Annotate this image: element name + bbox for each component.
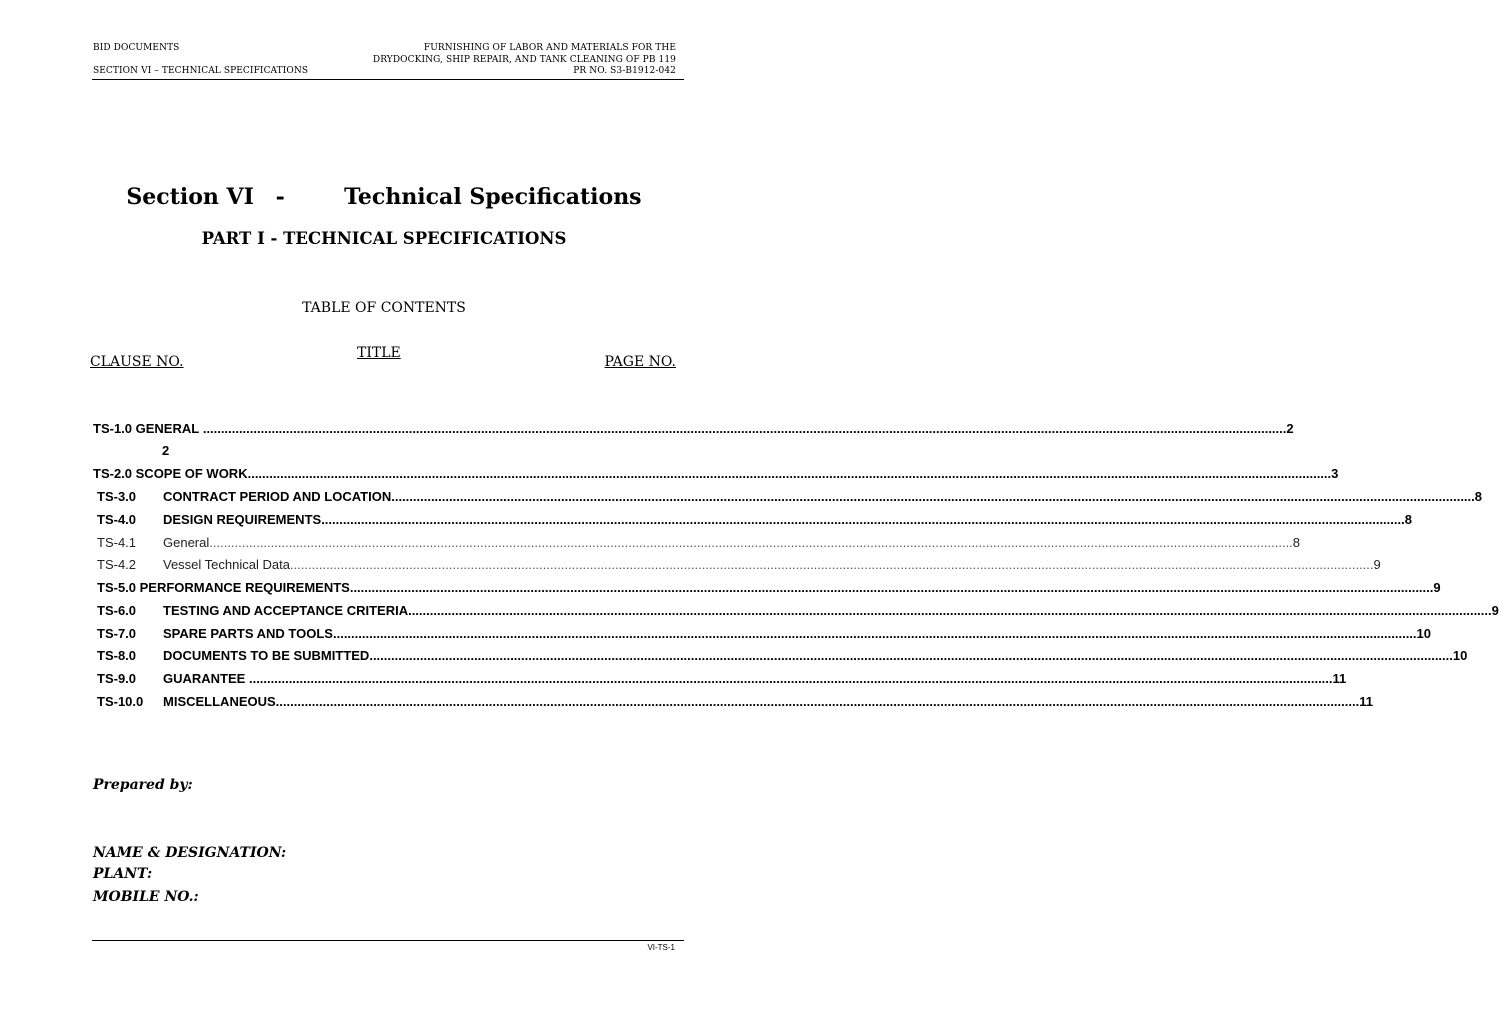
toc-entry[interactable] bbox=[93, 512, 1412, 530]
toc-entry-number: TS-7.0 bbox=[97, 626, 137, 641]
toc-entry-page: 9 bbox=[1373, 557, 1381, 572]
toc-leader-dots: ............................................................................................................................................................................................................................................................................................................ bbox=[248, 671, 1333, 686]
toc-entry-number: TS-4.0 bbox=[97, 512, 137, 527]
toc-entry-page: 8 bbox=[1292, 535, 1301, 550]
title-header: TITLE bbox=[357, 345, 401, 361]
toc-leader-dots: ............................................................................................................................................................................................................................................................................................................ bbox=[321, 512, 1405, 527]
toc-entry-title: SPARE PARTS AND TOOLS bbox=[163, 626, 333, 641]
title-dash: - bbox=[275, 184, 285, 210]
name-designation-label: NAME & DESIGNATION: bbox=[93, 845, 287, 861]
toc-entry-title: GENERAL bbox=[135, 421, 200, 436]
toc-entry-number: TS-1.0 bbox=[93, 421, 133, 436]
toc-entry-page: 9 bbox=[1491, 603, 1499, 618]
toc-entry-page: 3 bbox=[1331, 466, 1339, 481]
toc-entry-title: CONTRACT PERIOD AND LOCATION bbox=[163, 489, 392, 504]
toc-entry[interactable] bbox=[93, 694, 1373, 712]
toc-entry[interactable] bbox=[93, 671, 1347, 689]
toc-leader-dots: ............................................................................................................................................................................................................................................................................................................ bbox=[332, 626, 1417, 641]
toc-entry-page: 2 bbox=[1286, 421, 1294, 436]
toc-entry-page: 8 bbox=[1474, 489, 1482, 504]
toc-entry[interactable] bbox=[93, 535, 1301, 553]
header-right-line1: FURNISHING OF LABOR AND MATERIALS FOR THE bbox=[423, 43, 676, 53]
header-left-line2: SECTION VI – TECHNICAL SPECIFICATIONS bbox=[93, 66, 309, 76]
toc-entry-number: TS-4.2 bbox=[97, 557, 137, 572]
toc-leader-dots: ............................................................................................................................................................................................................................................................................................................ bbox=[209, 535, 1293, 550]
footer-divider bbox=[92, 940, 684, 941]
document-title bbox=[0, 184, 768, 210]
toc-entry-page: 11 bbox=[1332, 671, 1347, 686]
toc-entry-number: TS-3.0 bbox=[97, 489, 137, 504]
toc-entry-title: DOCUMENTS TO BE SUBMITTED bbox=[163, 648, 370, 663]
toc-entry-page: 10 bbox=[1452, 648, 1468, 663]
title-name: Technical Specifications bbox=[344, 184, 642, 210]
toc-entry-title: TESTING AND ACCEPTANCE CRITERIA bbox=[163, 603, 409, 618]
header-divider bbox=[92, 79, 684, 80]
toc-leader-dots: ............................................................................................................................................................................................................................................................................................................ bbox=[408, 603, 1492, 618]
footer-page-id: VI-TS-1 bbox=[647, 943, 675, 952]
toc-entry-title: PERFORMANCE REQUIREMENTS bbox=[139, 580, 350, 595]
toc-entry-number: TS-4.1 bbox=[97, 535, 137, 550]
toc-leader-dots: ............................................................................................................................................................................................................................................................................................................ bbox=[289, 557, 1374, 572]
toc-entry-title: MISCELLANEOUS bbox=[163, 694, 276, 709]
toc-entry[interactable] bbox=[93, 626, 1431, 644]
toc-entry[interactable] bbox=[93, 421, 1294, 439]
mobile-no-label: MOBILE NO.: bbox=[93, 889, 199, 905]
prepared-by-label: Prepared by: bbox=[93, 777, 193, 793]
toc-entry-number: TS-8.0 bbox=[97, 648, 137, 663]
toc-entry-page: 11 bbox=[1359, 694, 1373, 709]
part-title: PART I - TECHNICAL SPECIFICATIONS bbox=[201, 229, 567, 248]
toc-entry-page: 8 bbox=[1404, 512, 1412, 527]
toc-entry-page: 9 bbox=[1433, 580, 1441, 595]
toc-entry-title: DESIGN REQUIREMENTS bbox=[163, 512, 322, 527]
page-no-header: PAGE NO. bbox=[604, 354, 676, 370]
toc-stray-number: 2 bbox=[162, 443, 170, 458]
toc-entry[interactable] bbox=[93, 580, 1441, 598]
toc-leader-dots: ............................................................................................................................................................................................................................................................................................................ bbox=[247, 466, 1332, 481]
toc-entry-number: TS-5.0 bbox=[97, 580, 137, 595]
toc-entry-page: 10 bbox=[1416, 626, 1431, 641]
toc-entry[interactable] bbox=[93, 557, 1381, 575]
plant-label: PLANT: bbox=[93, 866, 153, 882]
toc-entry[interactable] bbox=[93, 648, 1468, 666]
toc-entry[interactable] bbox=[93, 603, 1499, 621]
header-right-line2: DRYDOCKING, SHIP REPAIR, AND TANK CLEANING OF PB 119 bbox=[372, 55, 676, 65]
toc-entry[interactable] bbox=[93, 466, 1339, 484]
toc-heading: TABLE OF CONTENTS bbox=[302, 300, 466, 316]
title-section: Section VI bbox=[126, 184, 254, 210]
toc-entry-number: TS-9.0 bbox=[97, 671, 137, 686]
toc-entry-title: General bbox=[163, 535, 210, 550]
header-left-line1: BID DOCUMENTS bbox=[93, 43, 180, 53]
clause-no-header: CLAUSE NO. bbox=[90, 354, 184, 370]
toc-entry-number: TS-2.0 bbox=[93, 466, 133, 481]
toc-entry-number: TS-6.0 bbox=[97, 603, 137, 618]
toc-entry-number: TS-10.0 bbox=[97, 694, 144, 709]
toc-leader-dots: ............................................................................................................................................................................................................................................................................................................ bbox=[275, 694, 1360, 709]
toc-entry-title: Vessel Technical Data bbox=[163, 557, 290, 572]
toc-entry-title: SCOPE OF WORK bbox=[135, 466, 248, 481]
header-right-line3: PR NO. S3-B1912-042 bbox=[573, 66, 676, 76]
toc-leader-dots: ............................................................................................................................................................................................................................................................................................................ bbox=[349, 580, 1434, 595]
toc-leader-dots: ............................................................................................................................................................................................................................................................................................................ bbox=[369, 648, 1453, 663]
toc-entry[interactable] bbox=[93, 489, 1482, 507]
toc-entry-title: GUARANTEE bbox=[163, 671, 246, 686]
toc-leader-dots: ............................................................................................................................................................................................................................................................................................................ bbox=[202, 421, 1287, 436]
toc-leader-dots: ............................................................................................................................................................................................................................................................................................................ bbox=[391, 489, 1475, 504]
